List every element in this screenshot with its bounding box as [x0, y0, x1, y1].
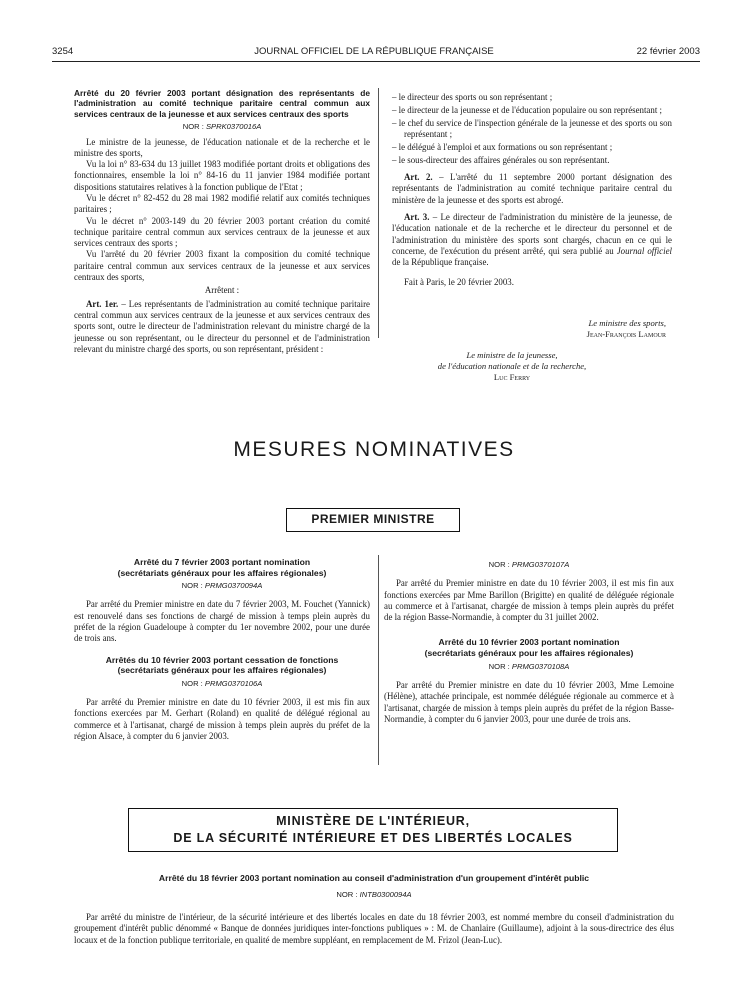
decree-text: Par arrêté du Premier ministre en date du 10 février 2003, Mme Lemoine (Hélène), attachée principale, est nommée déléguée régionale au commerce et à l'artisanat, chargée de mission à temps plein auprès du préfet de la région Basse-Normandie, à compter du 6 janvier 2003, pour une durée de trois ans.	[384, 679, 674, 724]
preamble-paragraph: Vu l'arrêté du 20 février 2003 fixant la composition du comité technique paritaire central commun aux services centraux de la jeunesse et aux services centraux des sports,	[74, 249, 370, 283]
decree-text: Par arrêté du Premier ministre en date du 10 février 2003, il est mis fin aux fonctions exercées par M. Gerhart (Roland) en qualité de délégué régional au commerce et à l'artisanat, chargé de mission à temps plein auprès du préfet de la région Alsace, à compter du 6 janvier 2003.	[74, 697, 370, 742]
issue-date: 22 février 2003	[636, 46, 700, 57]
nor-code: PRMG0370106A	[204, 678, 263, 688]
article-3-text: – Le directeur de l'administration du ministère de la jeunesse, de l'éducation nationale et de la recherche et le directeur du personnel et de l'administration du ministère des sports sont chargés, chacun en ce qui le concerne, de l'exécution du présent arrêté, qui sera publié au	[392, 212, 672, 256]
nor-label: NOR :	[181, 581, 203, 591]
section-title: MESURES NOMINATIVES	[233, 438, 515, 461]
decree-text: Par arrêté du Premier ministre en date du 7 février 2003, M. Fouchet (Yannick) est renouvelé dans ses fonctions de chargé de mission à temps plein auprès du préfet de la région Guadeloupe à compter du 1er novembre 2002, pour une durée de trois ans.	[74, 599, 370, 644]
fait-a-paris: Fait à Paris, le 20 février 2003.	[404, 276, 514, 287]
preamble-paragraph: Vu le décret n° 2003-149 du 20 février 2003 portant création du comité technique paritaire central commun aux services centraux de la jeunesse et aux services centraux des sports ;	[74, 215, 370, 249]
decree-title: Arrêtés du 10 février 2003 portant cessation de fonctions	[105, 654, 339, 665]
signature-education-minister	[412, 350, 612, 383]
signature-role: Le ministre de la jeunesse,	[466, 350, 558, 360]
arretent-label: Arrêtent :	[204, 285, 240, 296]
preamble-paragraph: Vu le décret n° 82-452 du 28 mai 1982 modifié relatif aux comités techniques paritaires ;	[74, 193, 370, 215]
nor-label: NOR :	[336, 890, 358, 899]
page-number: 3254	[52, 46, 74, 57]
list-item: – le chef du service de l'inspection générale de la jeunesse et des sports ou son représentant ;	[392, 117, 672, 140]
decree-subtitle: (secrétariats généraux pour les affaires régionales)	[117, 665, 327, 676]
nor-label: NOR :	[181, 678, 203, 688]
nor-code: PRMG0370094A	[204, 581, 263, 591]
preamble-paragraph: Le ministre de la jeunesse, de l'éducation nationale et de la recherche et le ministre des sports,	[74, 136, 370, 158]
premier-ministre-box: PREMIER MINISTRE	[286, 508, 460, 532]
ministry-name-line2: DE LA SÉCURITÉ INTÉRIEURE ET DES LIBERTÉS LOCALES	[173, 831, 573, 845]
article-3-text-end: de la République française.	[392, 257, 489, 268]
signature-role: de l'éducation nationale et de la recherche,	[437, 361, 587, 371]
article-1-label: Art. 1er.	[86, 298, 119, 309]
article-3-label: Art. 3.	[404, 212, 430, 223]
decree-title: Arrêté du 20 février 2003 portant désignation des représentants de l'administration au comité technique paritaire central commun aux services centraux de la jeunesse et aux services centraux des sports	[74, 88, 370, 119]
nor-label: NOR :	[488, 560, 510, 569]
decree-text: Par arrêté du ministre de l'intérieur, de la sécurité intérieure et des libertés locales en date du 18 février 2003, est nommé membre du conseil d'administration du groupement d'intérêt public dénommé « Banque de données juridiques inter-fonctions publiques » : M. de Chanlaire (Guillaume), adjoint à la sous-directrice des élus locaux et de la fonction publique territoriale, en qualité de membre suppléant, en remplacement de M. Frizol (Jean-Luc).	[74, 912, 674, 945]
interior-decree-title: Arrêté du 18 février 2003 portant nomination au conseil d'administration d'un groupement d'intérêt public	[158, 873, 590, 883]
interior-decree-body	[74, 912, 674, 946]
signature-name: Luc Ferry	[493, 372, 531, 382]
nor-reference	[384, 661, 674, 672]
nor-reference	[74, 678, 370, 689]
decree-title: Arrêté du 10 février 2003 portant nomination	[438, 637, 620, 648]
decree-subtitle: (secrétariats généraux pour les affaires régionales)	[424, 648, 634, 659]
nor-reference	[384, 559, 674, 570]
signature-sports-minister	[587, 318, 666, 340]
nor-reference	[74, 580, 370, 591]
nor-code: SPRK0370016A	[205, 122, 262, 132]
column-divider	[378, 555, 379, 765]
nor-reference	[74, 121, 370, 132]
nor-label: NOR :	[488, 661, 510, 671]
decree-subtitle: (secrétariats généraux pour les affaires régionales)	[117, 567, 327, 578]
premier-ministre-right-column	[384, 557, 674, 725]
journal-officiel-ref: Journal officiel	[616, 245, 672, 256]
column-divider	[378, 88, 379, 338]
article-3	[392, 212, 672, 268]
interior-ministry-box	[128, 808, 618, 852]
signature-role: Le ministre des sports,	[588, 318, 666, 328]
nor-label: NOR :	[182, 122, 204, 132]
ministry-name-line1: MINISTÈRE DE L'INTÉRIEUR,	[276, 814, 470, 828]
decree-sports-right-column	[392, 92, 672, 288]
article-1-text: – Les représentants de l'administration au comité technique paritaire central commun aux services centraux de la jeunesse et aux services centraux des sports sont, outre le directeur de l'administration relevant du ministre chargé de la jeunesse ou son représentant, ou le directeur du personnel et de l'administration relevant du ministre chargé des sports, ou son représentant, président :	[74, 298, 370, 354]
nor-code: PRMG0370107A	[511, 560, 570, 569]
list-item: – le directeur de la jeunesse et de l'éducation populaire ou son représentant ;	[392, 104, 662, 115]
journal-title: JOURNAL OFFICIEL DE LA RÉPUBLIQUE FRANÇAISE	[254, 46, 494, 57]
list-item: – le sous-directeur des affaires générales ou son représentant.	[392, 154, 610, 165]
nor-code: PRMG0370108A	[511, 661, 570, 671]
signature-name: Jean-François Lamour	[586, 329, 666, 339]
list-item: – le directeur des sports ou son représentant ;	[392, 92, 553, 102]
article-2	[392, 172, 672, 206]
premier-ministre-left-column	[74, 557, 370, 742]
header-rule	[52, 61, 700, 62]
decree-sports-left-column	[74, 88, 370, 355]
article-2-label: Art. 2.	[404, 172, 433, 183]
decree-title: Arrêté du 7 février 2003 portant nomination	[133, 557, 311, 567]
decree-text: Par arrêté du Premier ministre en date du 10 février 2003, il est mis fin aux fonctions exercées par Mme Barillon (Brigitte) en qualité de déléguée régionale au commerce et à l'artisanat, chargée de mission à temps plein auprès du préfet de la région Basse-Normandie, à compter du 31 juillet 2002.	[384, 578, 674, 623]
list-item: – le délégué à l'emploi et aux formations ou son représentant ;	[392, 141, 613, 152]
article-1	[74, 299, 370, 355]
preamble-paragraph: Vu la loi n° 83-634 du 13 juillet 1983 modifiée portant droits et obligations des fonctionnaires, ensemble la loi n° 84-16 du 11 janvier 1984 modifiée portant dispositions statutaires relatives à la fonction publique de l'Etat ;	[74, 159, 370, 192]
article-2-text: – L'arrêté du 11 septembre 2000 portant désignation des représentants de l'administration au comité technique paritaire central du ministère de la jeunesse et des sports est abrogé.	[392, 172, 672, 205]
nor-code: INTB0300094A	[359, 890, 412, 899]
nor-reference	[60, 890, 688, 899]
